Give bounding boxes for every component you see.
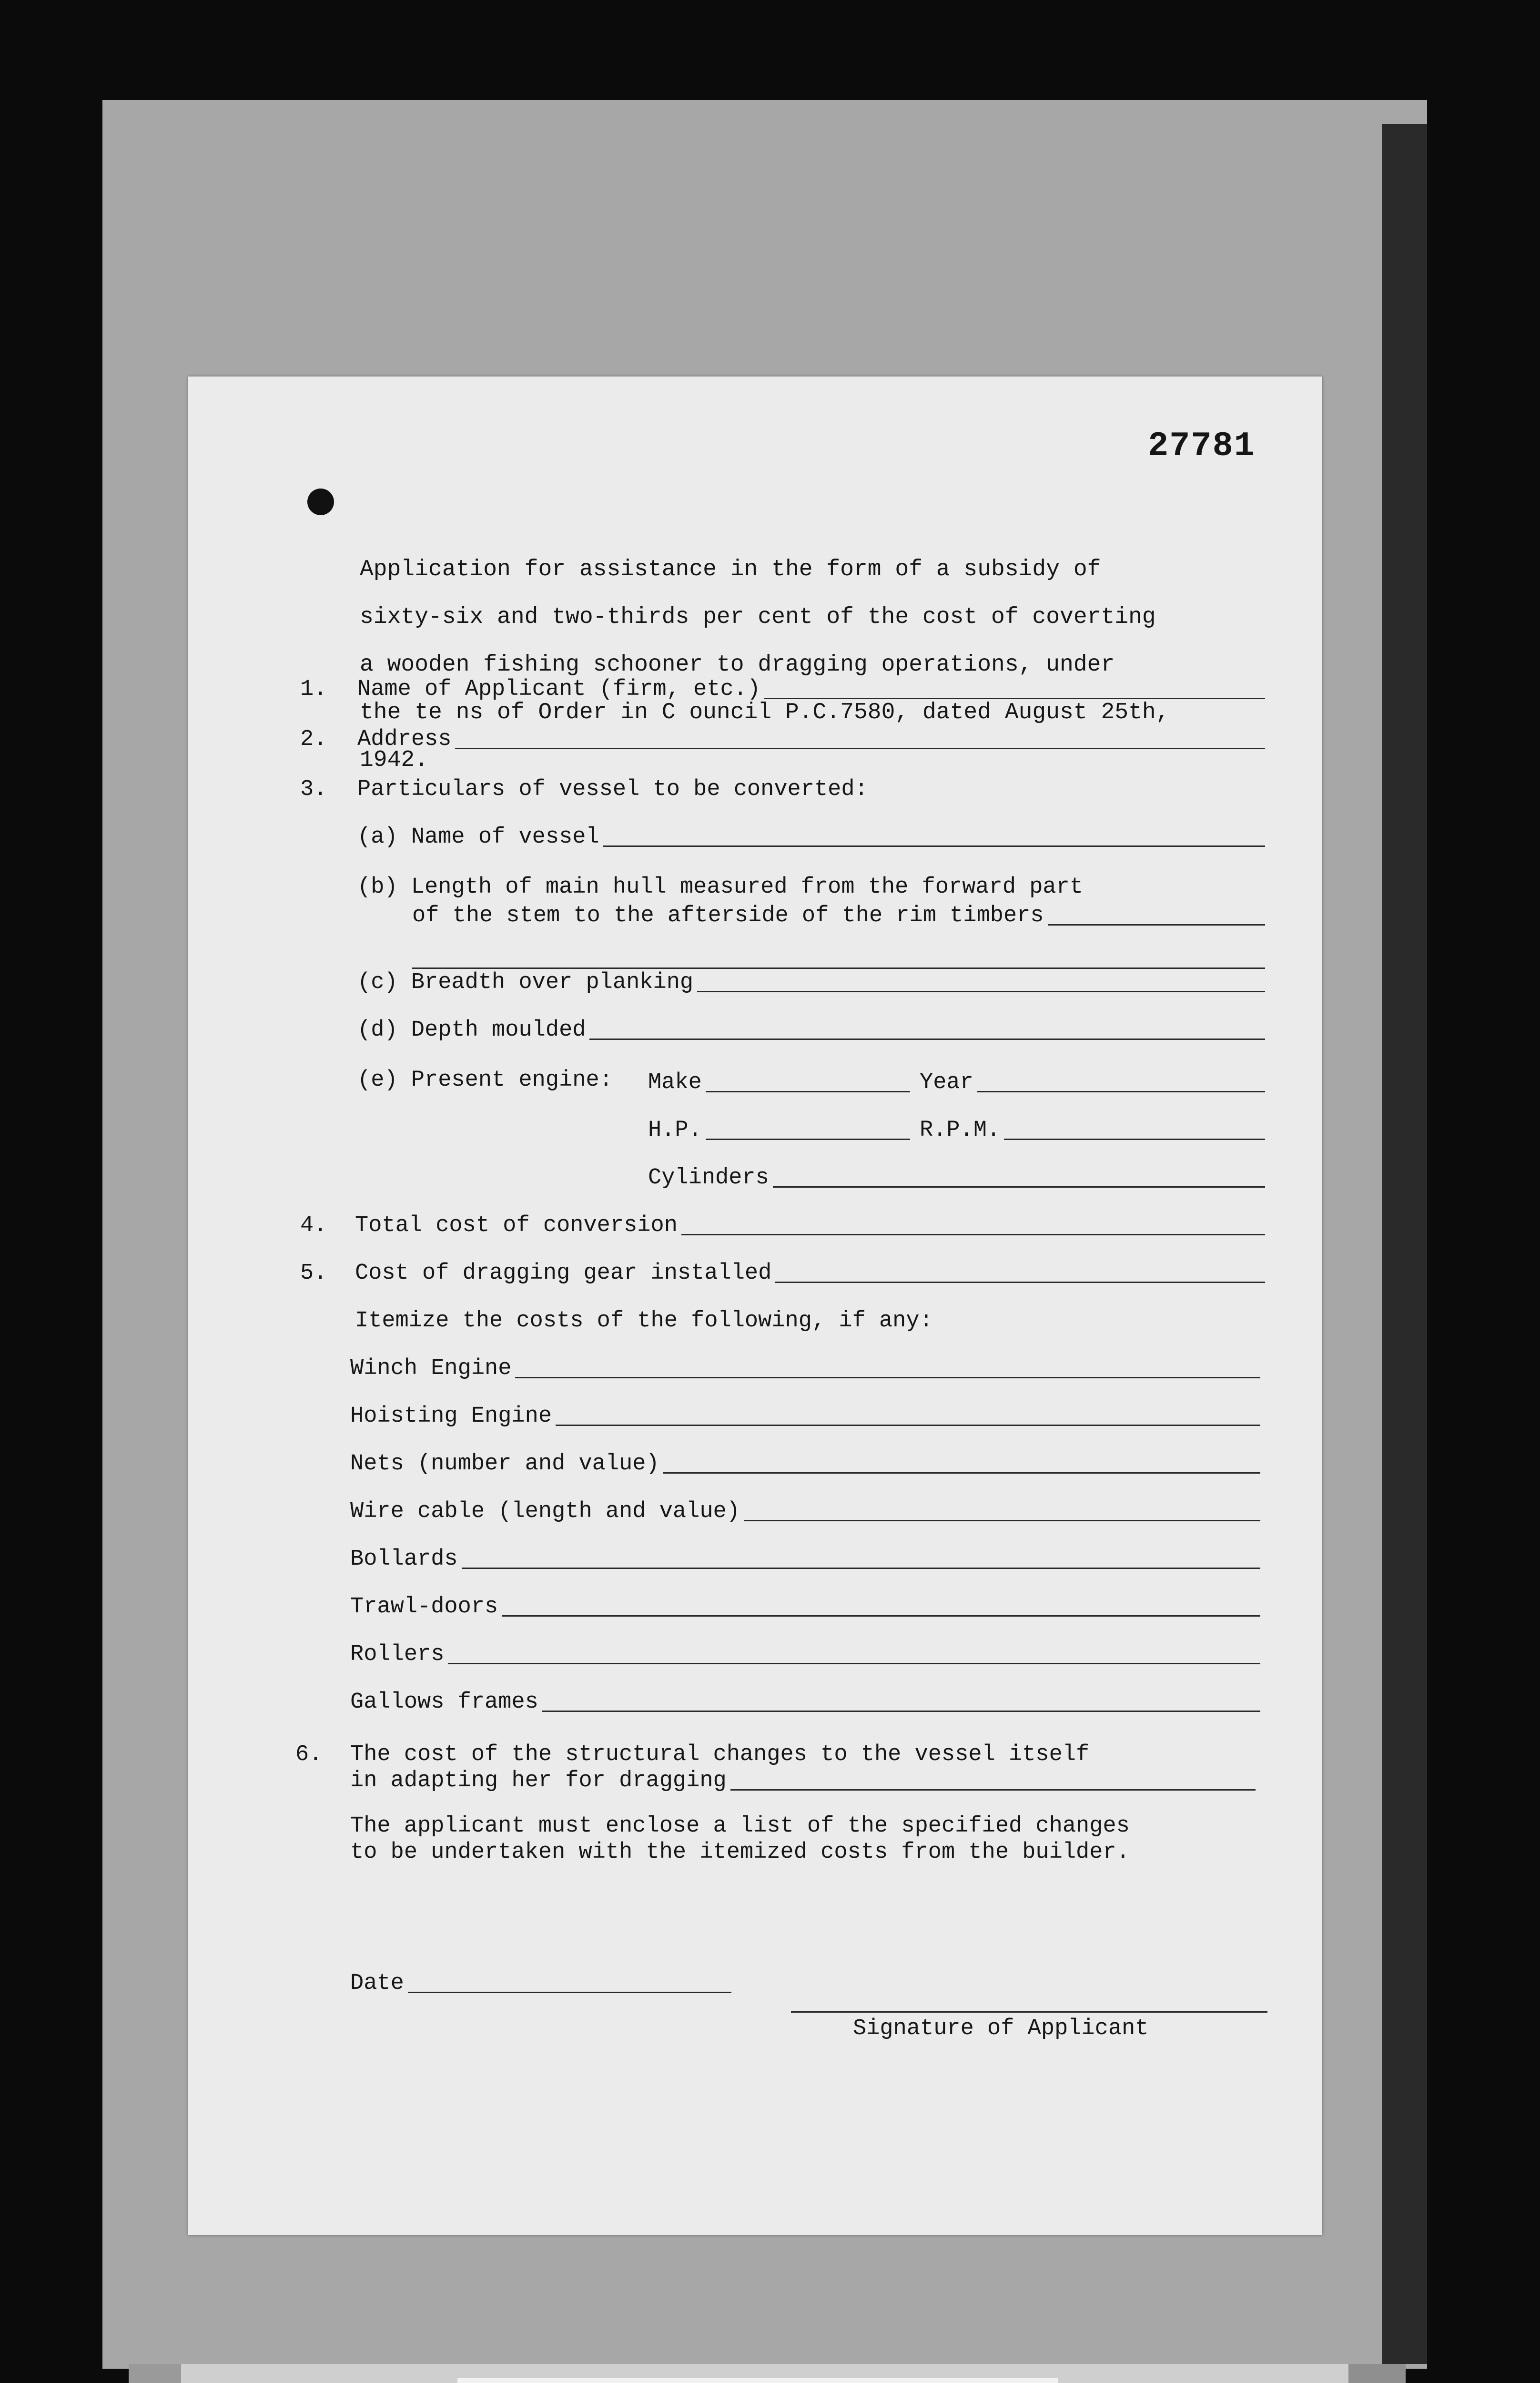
- blank-line[interactable]: [744, 1520, 1260, 1521]
- field-label: Gallows frames: [350, 1690, 538, 1715]
- blank-line[interactable]: [515, 1377, 1260, 1378]
- winch-engine-field[interactable]: [350, 1356, 1260, 1381]
- label-tab-left: [129, 2364, 181, 2383]
- field-label: (c) Breadth over planking: [357, 970, 694, 995]
- item-number: 3.: [300, 777, 327, 802]
- hoisting-engine-field[interactable]: [350, 1404, 1260, 1429]
- breadth-field[interactable]: [357, 970, 1265, 995]
- field-label: Bollards: [350, 1547, 458, 1572]
- engine-year-field[interactable]: [920, 1070, 1265, 1095]
- hull-length-field[interactable]: [412, 903, 1265, 928]
- document-number: 27781: [1147, 427, 1256, 466]
- section-heading: Particulars of vessel to be converted:: [357, 777, 868, 802]
- intro-line: the te ns of Order in C ouncil P.C.7580, dated August 25th,: [360, 700, 1170, 725]
- application-form: [188, 377, 1322, 2235]
- field-label: Trawl-doors: [350, 1594, 498, 1619]
- field-label: (d) Depth moulded: [357, 1018, 586, 1043]
- field-label: Date: [350, 1971, 404, 1996]
- field-label: Hoisting Engine: [350, 1404, 552, 1429]
- field-label: (e) Present engine:: [357, 1068, 613, 1093]
- blank-line[interactable]: [730, 1789, 1256, 1791]
- field-label: Rollers: [350, 1642, 445, 1667]
- engine-hp-field[interactable]: [648, 1118, 910, 1143]
- blank-line[interactable]: [697, 991, 1265, 992]
- field-label: Make: [648, 1070, 702, 1095]
- blank-line[interactable]: [462, 1568, 1260, 1569]
- blank-line[interactable]: [556, 1425, 1260, 1426]
- blank-line[interactable]: [448, 1663, 1260, 1664]
- trawl-doors-field[interactable]: [350, 1594, 1260, 1619]
- volume-caption: [457, 2378, 1058, 2383]
- vessel-name-field[interactable]: [357, 825, 1265, 850]
- structural-cost-field[interactable]: [350, 1768, 1256, 1793]
- blank-line[interactable]: [773, 1186, 1265, 1188]
- field-label: Wire cable (length and value): [350, 1499, 740, 1524]
- total-cost-field[interactable]: [355, 1213, 1265, 1238]
- blank-line[interactable]: [542, 1711, 1260, 1712]
- blank-line[interactable]: [977, 1091, 1265, 1092]
- nets-field[interactable]: [350, 1451, 1260, 1477]
- intro-line: a wooden fishing schooner to dragging operations, under: [360, 652, 1115, 678]
- applicant-name-field[interactable]: [357, 677, 1265, 702]
- field-label: Nets (number and value): [350, 1451, 659, 1477]
- instruction-text: to be undertaken with the itemized costs from the builder.: [350, 1840, 1130, 1865]
- bollards-field[interactable]: [350, 1547, 1260, 1572]
- field-label: (b) Length of main hull measured from the forward part: [357, 875, 1084, 900]
- field-label: R.P.M.: [920, 1118, 1001, 1143]
- item-number: 5.: [300, 1261, 327, 1286]
- address-field[interactable]: [357, 727, 1265, 752]
- engine-cylinders-field[interactable]: [648, 1165, 1265, 1191]
- intro-line: Application for assistance in the form of a subsidy of: [360, 557, 1101, 582]
- engine-make-field[interactable]: [648, 1070, 910, 1095]
- field-label: Address: [357, 727, 452, 752]
- blank-line[interactable]: [706, 1091, 910, 1092]
- blank-line[interactable]: [663, 1472, 1260, 1474]
- field-label: Total cost of conversion: [355, 1213, 678, 1238]
- gear-cost-field[interactable]: [355, 1261, 1265, 1286]
- item-number: 4.: [300, 1213, 327, 1238]
- signature-line[interactable]: [791, 2011, 1267, 2013]
- blank-line[interactable]: [681, 1234, 1265, 1235]
- field-label: Cylinders: [648, 1165, 769, 1191]
- field-label: Winch Engine: [350, 1356, 512, 1381]
- item-number: 1.: [300, 677, 327, 702]
- blank-line[interactable]: [408, 1992, 731, 1993]
- engine-rpm-field[interactable]: [920, 1118, 1265, 1143]
- item-number: 6.: [295, 1742, 323, 1767]
- form-intro: [360, 534, 1265, 796]
- field-label: The cost of the structural changes to the vessel itself: [350, 1742, 1090, 1767]
- blank-line[interactable]: [589, 1039, 1265, 1040]
- label-tab-right: [1348, 2364, 1406, 2383]
- blank-line[interactable]: [764, 698, 1265, 699]
- blank-line[interactable]: [1048, 924, 1265, 926]
- field-label: in adapting her for dragging: [350, 1768, 727, 1793]
- blank-line[interactable]: [455, 748, 1265, 749]
- field-label: of the stem to the afterside of the rim timbers: [412, 903, 1044, 928]
- intro-line: sixty-six and two-thirds per cent of the cost of coverting: [360, 604, 1156, 630]
- field-label: (a) Name of vessel: [357, 825, 599, 850]
- gallows-frames-field[interactable]: [350, 1690, 1260, 1715]
- blank-line[interactable]: [412, 967, 1265, 969]
- item-number: 2.: [300, 727, 327, 752]
- section-heading: Itemize the costs of the following, if any:: [355, 1308, 933, 1334]
- rollers-field[interactable]: [350, 1642, 1260, 1667]
- board-shadow: [1382, 124, 1427, 2364]
- field-label: H.P.: [648, 1118, 702, 1143]
- date-field[interactable]: [350, 1971, 731, 1996]
- intro-line: 1942.: [360, 747, 429, 773]
- field-label: Year: [920, 1070, 973, 1095]
- instruction-text: The applicant must enclose a list of the specified changes: [350, 1813, 1130, 1839]
- signature-caption: Signature of Applicant: [853, 2016, 1149, 2041]
- blank-line[interactable]: [706, 1139, 910, 1140]
- field-label: Name of Applicant (firm, etc.): [357, 677, 761, 702]
- blank-line[interactable]: [1004, 1139, 1265, 1140]
- field-label: Cost of dragging gear installed: [355, 1261, 772, 1286]
- blank-line[interactable]: [775, 1282, 1265, 1283]
- blank-line[interactable]: [502, 1615, 1260, 1617]
- depth-field[interactable]: [357, 1018, 1265, 1043]
- wire-cable-field[interactable]: [350, 1499, 1260, 1524]
- blank-line[interactable]: [603, 845, 1265, 847]
- punch-hole: [307, 489, 334, 515]
